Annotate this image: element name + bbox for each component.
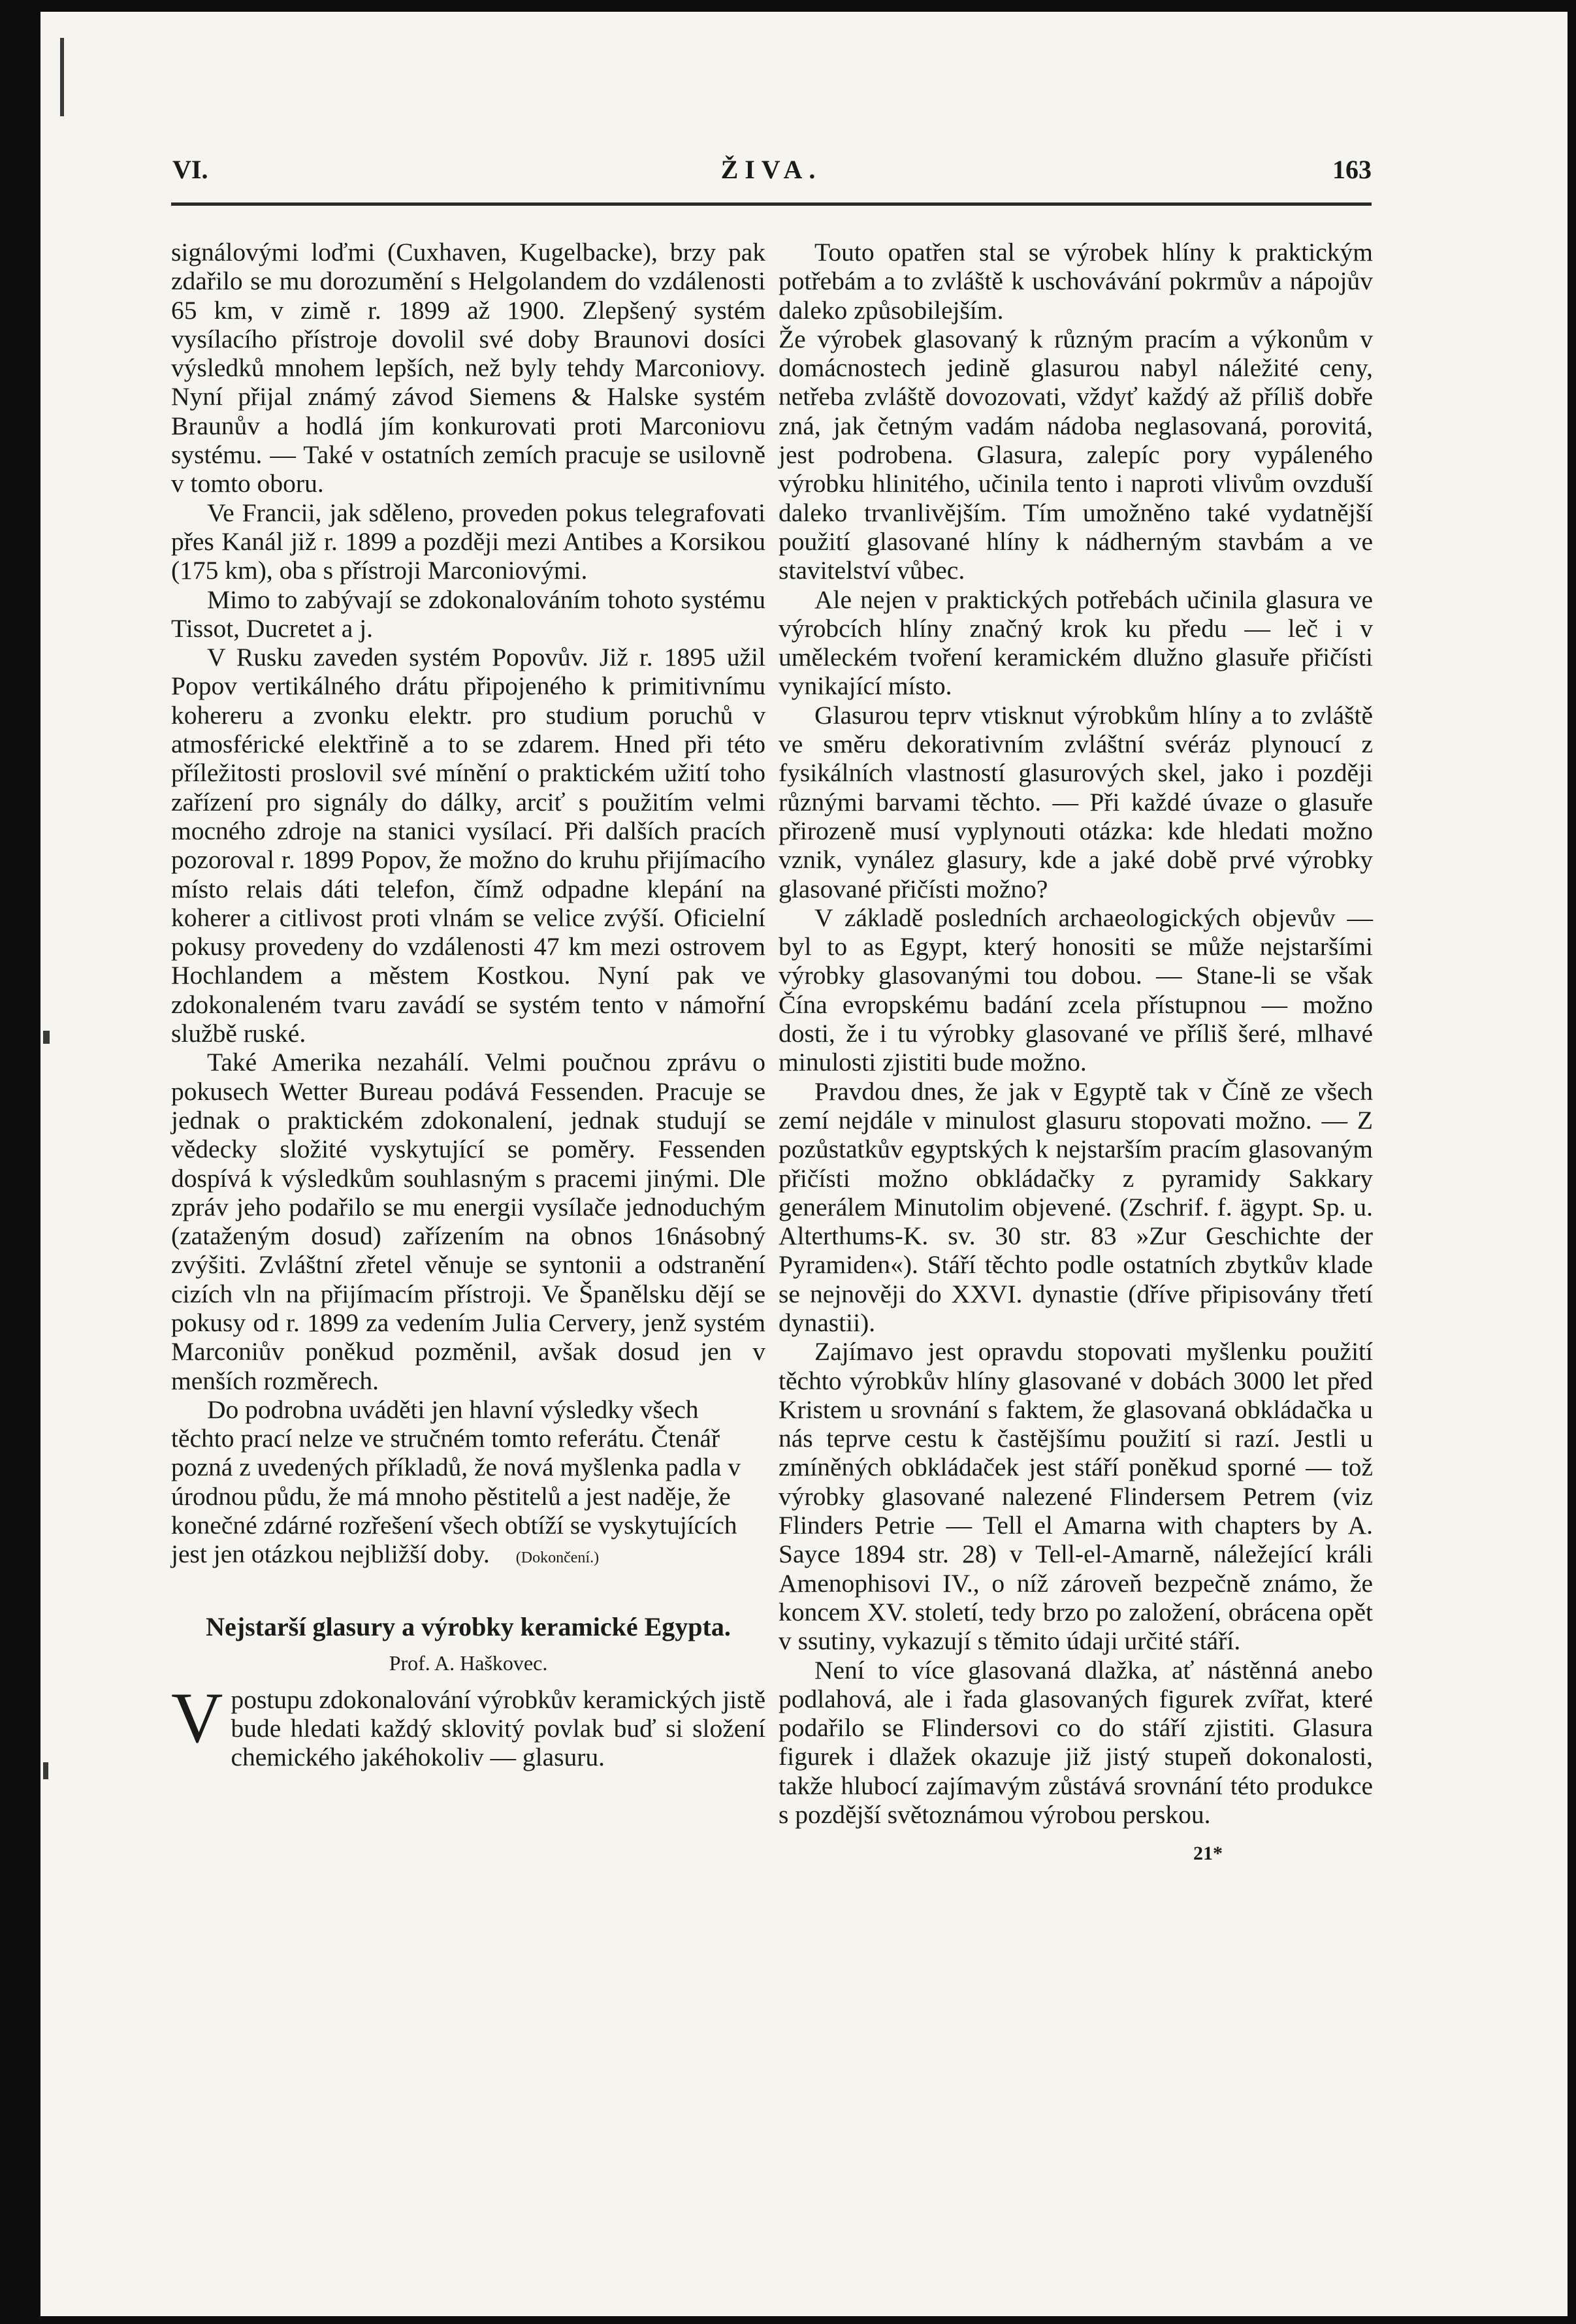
- paragraph: Není to více glasovaná dlažka, ať nástěnná anebo podlahová, ale i řada glasovaných figurek zvířat, které podařilo se Flindersovi co do stáří zjistiti. Glasura figurek i dlažek okazuje již jistý stupeň dokonalosti, takže hlubocí zajímavým zůstává srovnání této produkce s pozdější světoznámou výrobou perskou.: [779, 1655, 1373, 1830]
- page-header: [171, 154, 1372, 193]
- scan-mark-left-1: [43, 1031, 50, 1044]
- paragraph: V základě posledních archaeologických objevův — byl to as Egypt, který honositi se může nejstaršími výrobky glasovanými tou dobou. — Stane-li se však Čína evropskému badání zcela přístupnou — možno dosti, že i tu výrobky glasované ve příliš šeré, mlhavé minulosti zjistiti bude možno.: [779, 903, 1373, 1077]
- paragraph: Ve Francii, jak sděleno, proveden pokus telegrafovati přes Kanál již r. 1899 a později mezi Antibes a Korsikou (175 km), oba s přístroji Marconiovými.: [171, 498, 765, 585]
- paragraph: Že výrobek glasovaný k různým pracím a výkonům v domácnostech jedině glasurou nabyl náležité ceny, netřeba zvláště dovozovati, vždyť každý až příliš dobře zná, jak četným vadám nádoba neglasovaná, porovitá, jest podrobena. Glasura, zalepíc pory vypáleného výrobku hlinitého, učinila tento i naproti vlivům ovzduší daleko trvanlivějším. Tím umožněno také vydatnější použití glasované hlíny k nádherným stavbám a ve stavitelství vůbec.: [779, 324, 1373, 585]
- scan-mark-top-left: [60, 38, 64, 116]
- article-author: Prof. A. Haškovec.: [389, 1651, 548, 1675]
- closing-text: Do podrobna uváděti jen hlavní výsledky všech těchto prací nelze ve stručném tomto referátu. Čtenář pozná z uvedených příkladů, že nová myšlenka padla v úrodnou půdu, že má mnoho pěstitelů a jest naděje, že konečné zdárné rozřešení všech obtíží se vyskytujících jest jen otázkou nejbližší doby.: [171, 1395, 741, 1569]
- volume-number: VI.: [172, 155, 208, 184]
- drop-cap: V: [171, 1677, 223, 1758]
- paragraph: signálovými loďmi (Cuxhaven, Kugelbacke), brzy pak zdařilo se mu dorozumění s Helgolandem do vzdálenosti 65 km, v zimě r. 1899 až 1900. Zlepšený systém vysílacího přístroje dovolil své doby Braunovi dosíci výsledků mnohem lepších, než byly tehdy Marconiovy. Nyní přijal známý závod Siemens & Halske systém Braunův a hodlá jím konkurovati proti Marconiovu systému. — Také v ostatních zemích pracuje se usilovně v tomto oboru.: [171, 238, 765, 498]
- paragraph: Ale nejen v praktických potřebách učinila glasura ve výrobcích hlíny značný krok ku předu — leč i v uměleckém tvoření keramickém dlužno glasuře přičísti vynikající místo.: [779, 585, 1373, 701]
- scanned-page: [40, 12, 1568, 2316]
- paragraph-closing: [171, 1395, 765, 1573]
- paragraph: Glasurou teprv vtisknut výrobkům hlíny a to zvláště ve směru dekorativním zvláštní svéráz plynoucí z fysikálních vlastností glasurových skel, jako i později různými barvami těchto. — Při každé úvaze o glasuře přirozeně musí vyplynouti otázka: kde hledati možno vznik, vynález glasury, kde a jaké době prvé výrobky glasované přičísti možno?: [779, 700, 1373, 903]
- right-column: [779, 238, 1373, 1869]
- scan-mark-left-2: [43, 1762, 48, 1779]
- paragraph: Pravdou dnes, že jak v Egyptě tak v Číně ze všech zemí nejdále v minulost glasuru stopovati možno. — Z pozůstatkův egyptských k nejstarším pracím glasovaným přičísti možno obkládačky z pyramidy Sakkary generálem Minutolim objevené. (Zschrif. f. ägypt. Sp. u. Alterthums-K. sv. 30 str. 83 »Zur Geschichte der Pyramiden«). Stáří těchto podle ostatních zbytkův klade se nejnověji do XXVI. dynastie (dříve připisovány třetí dynastii).: [779, 1076, 1373, 1337]
- intro-text: postupu zdokonalování výrobkův keramických jistě bude hledati každý sklovitý povlak buď si složení chemického jakéhokoliv — glasuru.: [231, 1685, 765, 1772]
- page-number: 163: [1332, 155, 1372, 184]
- paragraph: Mimo to zabývají se zdokonalováním tohoto systému Tissot, Ducretet a j.: [171, 585, 765, 643]
- paragraph: Zajímavo jest opravdu stopovati myšlenku použití těchto výrobkův hlíny glasované v dobách 3000 let před Kristem u srovnání s faktem, že glasovaná obkládačka u nás teprve cestu k častějšímu použití si razí. Jestli u zmíněných obkládaček jest stáří poněkud sporné — tož výrobky glasované nalezené Flindersem Petrem (viz Flinders Petrie — Tell el Amarna with chapters by A. Sayce 1894 str. 28) v Tell-el-Amarně, náležející králi Amenophisovi IV., o níž zároveň bezpečně známo, že koncem XV. století, tedy brzo po založení, obrácena opět v ssutiny, vykazují s těmito údaji určité stáří.: [779, 1337, 1373, 1656]
- paragraph: Touto opatřen stal se výrobek hlíny k praktickým potřebám a to zvláště k uschovávání pokrmův a nápojův daleko způsobilejším.: [779, 238, 1373, 325]
- paragraph: V Rusku zaveden systém Popovův. Již r. 1895 užil Popov vertikálného drátu připojeného k primitivnímu kohereru a zvonku elektr. pro studium poruchů v atmosférické elektřině a to se zdarem. Hned při této příležitosti proslovil své mínění o praktickém užití toho zařízení pro signály do dálky, arciť s použitím velmi mocného zdroje na stanici vysílací. Při dalších pracích pozoroval r. 1899 Popov, že možno do kruhu přijímacího místo relais dáti telefon, čímž odpadne klepání na koherer a citlivost proti vlnám se velice zvýší. Oficielní pokusy provedeny do vzdálenosti 47 km mezi ostrovem Hochlandem a městem Kostkou. Nyní pak ve zdokonaleném tvaru zavádí se systém tento v námořní službě ruské.: [171, 643, 765, 1048]
- signature-mark: 21*: [1193, 1843, 1223, 1865]
- journal-title: ŽIVA.: [720, 155, 822, 184]
- article-title: Nejstarší glasury a výrobky keramické Egypta.: [206, 1611, 731, 1641]
- paragraph: Také Amerika nezahálí. Velmi poučnou zprávu o pokusech Wetter Bureau podává Fessenden. Pracuje se jednak o praktickém zdokonalení, jednak studují se vědecky složité vyskytující se poměry. Fessenden dospívá k výsledkům souhlasným s pracemi jinými. Dle zpráv jeho podařilo se mu energii vysílače jednoduchým (zataženým dosud) zařízením na obnos 16násobný zvýšiti. Zvláštní zřetel věnuje se syntonii a odstranění cizích vln na přijímacím přístroji. Ve Španělsku dějí se pokusy od r. 1899 za vedením Julia Cervery, jenž systém Marconiův poněkud pozměnil, avšak dosud jen v menších rozměrech.: [171, 1048, 765, 1395]
- header-rule: [171, 202, 1372, 206]
- article-intro-paragraph: [171, 1677, 765, 1772]
- continued-note: (Dokončení.): [515, 1549, 600, 1567]
- left-column: [171, 238, 765, 1772]
